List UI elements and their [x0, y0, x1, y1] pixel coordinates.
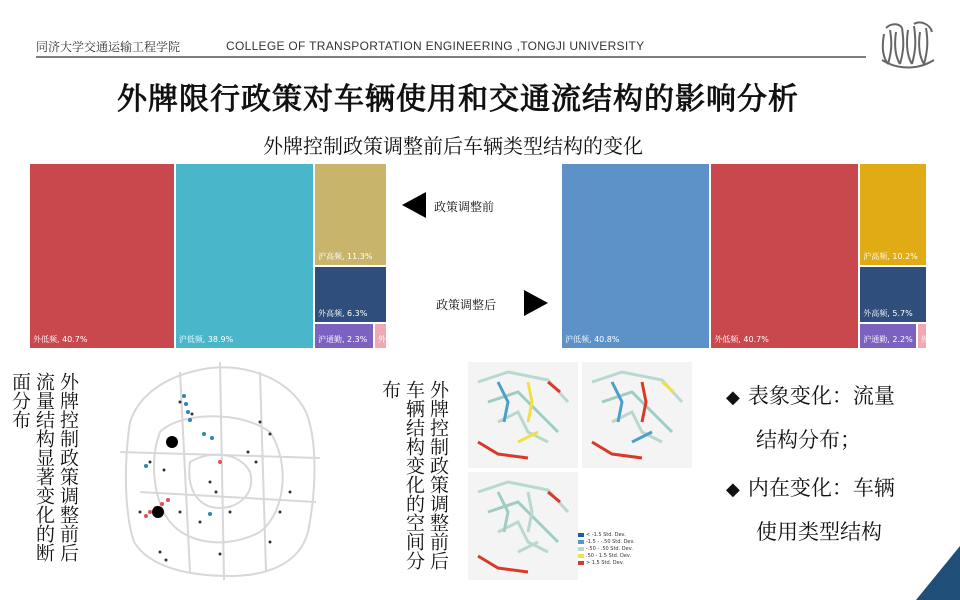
legend-item	[578, 532, 635, 539]
bullet-text: 表象变化：流量	[747, 384, 895, 408]
bullet-text-cont: 结构分布；	[756, 428, 861, 452]
school-name-en: COLLEGE OF TRANSPORTATION ENGINEERING ,TONGJI UNIVERSITY	[226, 39, 645, 53]
legend-label: .50 - 1.5 Std. Dev.	[586, 553, 632, 559]
left-caption: 外牌控制政策调整前后流量结构显著变化的断面分布	[9, 372, 79, 562]
bullet-item	[726, 384, 946, 410]
legend-item	[578, 546, 635, 553]
treemap-cell-label: 沪低频, 40.8%	[565, 335, 620, 344]
legend-swatch	[578, 540, 584, 544]
treemap-cell-label: 外低频, 40.7%	[714, 335, 769, 344]
section-subtitle: 外牌控制政策调整前后车辆类型结构的变化	[263, 134, 643, 158]
corner-decoration	[916, 546, 960, 600]
treemap-cell-label: 沪通勤, 2.3%	[317, 334, 368, 344]
section-flow-map	[120, 362, 320, 580]
legend-swatch	[578, 561, 584, 565]
treemap-before	[30, 164, 388, 350]
legend-item	[578, 560, 635, 567]
legend-swatch	[578, 547, 584, 551]
legend-label: > 1.5 Std. Dev.	[586, 560, 624, 566]
legend-swatch	[578, 554, 584, 558]
treemap-cell-label: 外	[920, 334, 929, 344]
spatial-map-3	[468, 472, 578, 580]
legend-item	[578, 553, 635, 560]
diamond-bullet-icon: ◆	[726, 479, 740, 500]
treemap-cell	[860, 164, 926, 265]
treemap-cell	[860, 267, 926, 322]
legend-label: < -1.5 Std. Dev.	[586, 532, 626, 538]
treemap-cell	[375, 324, 386, 348]
treemap-cell-label: 沪高频, 10.2%	[863, 251, 918, 261]
treemap-cell-label: 沪通勤, 2.2%	[863, 334, 913, 344]
treemap-cell	[30, 164, 174, 348]
treemap-cell	[315, 164, 386, 265]
diamond-bullet-icon: ◆	[726, 387, 740, 408]
spatial-map-2	[582, 362, 692, 468]
treemap-cell	[918, 324, 929, 348]
university-logo	[878, 20, 938, 72]
header-divider	[36, 56, 866, 58]
map-legend	[578, 532, 635, 567]
treemap-cell	[562, 164, 709, 348]
treemap-cell-label: 外高频, 6.3%	[317, 309, 368, 319]
treemap-after	[562, 164, 928, 350]
treemap-cell-label: 沪低频, 38.9%	[178, 335, 234, 344]
label-after: 政策调整后	[436, 298, 497, 312]
treemap-cell-label: 外	[377, 334, 386, 344]
mid-caption: 外牌控制政策调整前后车辆结构变化的空间分布	[379, 380, 449, 570]
legend-swatch	[578, 533, 584, 537]
legend-item	[578, 539, 635, 546]
treemap-cell	[315, 267, 386, 322]
school-name-cn: 同济大学交通运输工程学院	[36, 40, 181, 54]
page-title: 外牌限行政策对车辆使用和交通流结构的影响分析	[117, 82, 799, 117]
treemap-cell	[315, 324, 373, 348]
bullet-text: 内在变化：车辆	[747, 476, 895, 500]
treemap-cell	[711, 164, 858, 348]
bullet-item	[726, 476, 946, 502]
legend-label: -1.5 - -.50 Std. Dev.	[586, 539, 635, 545]
treemap-cell-label: 沪高频, 11.3%	[317, 252, 373, 262]
legend-label: -.50 - .50 Std. Dev.	[586, 546, 633, 552]
bullet-text-cont: 使用类型结构	[756, 520, 882, 544]
treemap-cell-label: 外低频, 40.7%	[33, 335, 88, 344]
arrow-left-icon	[402, 192, 426, 218]
treemap-cell-label: 外高频, 5.7%	[863, 308, 913, 318]
treemap-cell	[860, 324, 915, 348]
bullet-list	[726, 384, 946, 568]
treemap-cell	[176, 164, 313, 348]
spatial-map-1	[468, 362, 578, 468]
label-before: 政策调整前	[434, 200, 495, 214]
arrow-right-icon	[524, 290, 548, 316]
